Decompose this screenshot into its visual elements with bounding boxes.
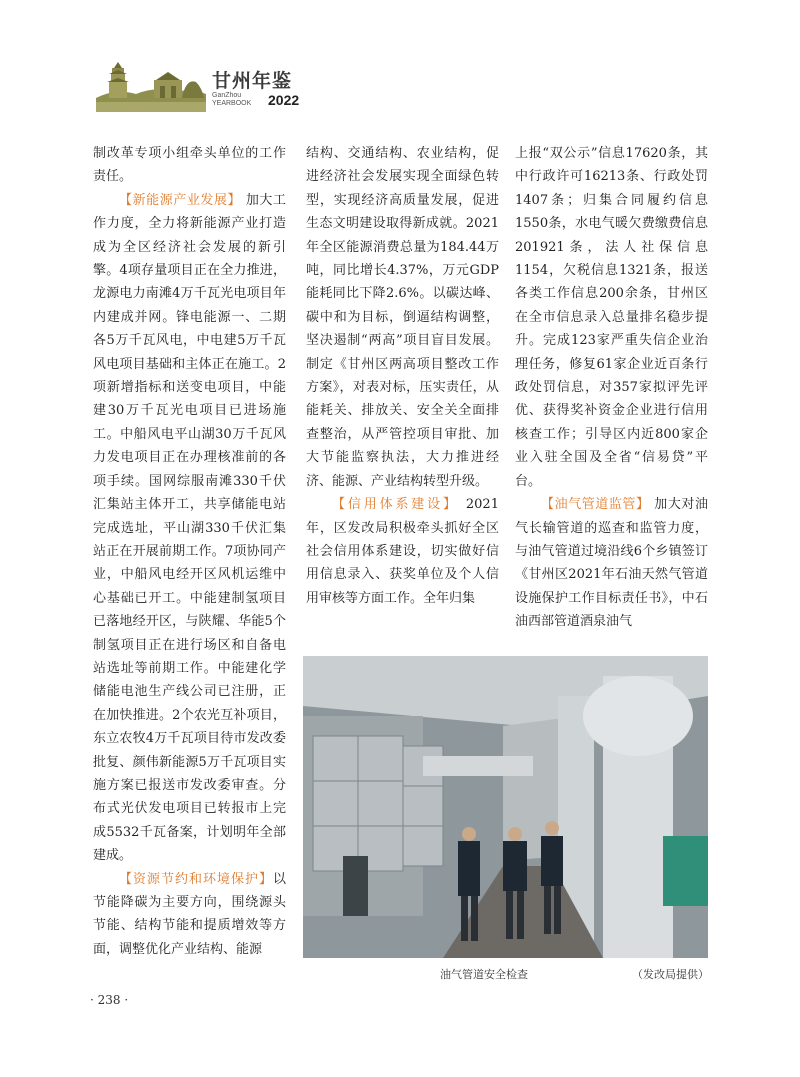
section-heading: 【信用体系建设】 — [332, 497, 459, 513]
text-column-3 — [515, 142, 708, 634]
text-column-2 — [306, 142, 499, 610]
section-heading: 【油气管道监管】 — [541, 497, 650, 513]
yearbook-title: 甘州年鉴 — [212, 70, 293, 92]
yearbook-year: 2022 — [268, 92, 300, 108]
page-header — [96, 58, 336, 114]
paragraph-text: 2021年，区发改局积极牵头抓好全区社会信用体系建设，切实做好信用信息录入、获奖单位及个人信用审核等方面工作。全年归集 — [306, 497, 499, 606]
section-new-energy — [93, 189, 286, 868]
photo-caption: 油气管道安全检查 — [440, 968, 528, 981]
paragraph: 制改革专项小组牵头单位的工作责任。 — [93, 146, 286, 185]
paragraph: 结构、交通结构、农业结构，促进经济社会发展实现全面绿色转型，实现经济高质量发展，促进生态文明建设取得新成就。2021年全区能源消费总量为184.44万吨，同比增长4.37%，万元GDP能耗同比下降2.6%。以碳达峰、碳中和为目标，倒逼结构调整，坚决遏制“两高”项目盲目发展。制定《甘州区两高项目整改工作方案》，对表对标，压实责任，从能耗关、排放关、安全关全面排查整治，从严管控项目审批、加大节能监察执法，大力推进经济、能源、产业结构转型升级。 — [306, 146, 499, 489]
text-column-1 — [93, 142, 286, 961]
photo-illustration — [303, 656, 708, 958]
section-pipeline-supervision — [515, 493, 708, 633]
paragraph-text: 加大工作力度，全力将新能源产业打造成为全区经济社会发展的新引擎。4项存量项目正在全力推进，龙源电力南滩4万千瓦光电项目年内建成并网。锋电能源一、二期各5万千瓦风电，中电建5万千瓦风电项目基础和主体正在施工。2项新增指标和送变电项目，中能建30万千瓦光电项目已进场施工。中船风电平山湖30万千瓦风力发电项目正在办理核准前的各项手续。国网综服南滩330千伏汇集站主体开工，共享储能电站完成选址，平山湖330千伏汇集站正在开展前期工作。7项协同产业，中船风电经开区风机运维中心基础已开工。中能建制氢项目已落地经开区，与陕耀、华能5个制氢项目正在进行场区和自备电站选址等前期工作。中能建化学储能电池生产线公司已注册，正在加快推进。2个农光互补项目，东立农牧4万千瓦项目待市发改委批复、颜伟新能源5万千瓦项目实施方案已报送市发改委审查。分布式光伏发电项目已转报市上完成5532千瓦备案，计划明年全部建成。 — [93, 192, 286, 864]
page-number: · 238 · — [90, 993, 129, 1007]
section-heading: 【新能源产业发展】 — [119, 192, 242, 208]
paragraph-text: 加大对油气长输管道的巡查和监管力度，与油气管道过境沿线6个乡镇签订《甘州区2021年石油天然气管道设施保护工作目标责任书》，中石油西部管道酒泉油气 — [515, 497, 708, 630]
pagoda-logo-icon — [96, 58, 206, 112]
paragraph-text: 以节能降碳为主要方向，围绕源头节能、结构节能和提质增效等方面，调整优化产业结构、能源 — [93, 871, 286, 957]
yearbook-subtitle: GanZhou YEARBOOK — [212, 92, 252, 107]
paragraph: 上报“双公示”信息17620条，其中行政许可16213条、行政处罚1407条；归集合同履约信息1550条，水电气暖欠费缴费信息201921条，法人社保信息1154，欠税信息1321条，报送各类工作信息200余条，甘州区在全市信息录入总量排名稳步提升。完成123家严重失信企业治理任务，修复61家企业近百条行政处罚信息，对357家拟评先评优、获得奖补资金企业进行信用核查工作；引导区内近800家企业入驻全国及全省“信易贷”平台。 — [515, 146, 708, 489]
section-resource-saving — [93, 868, 286, 962]
section-heading: 【资源节约和环境保护】 — [119, 871, 273, 887]
pipeline-inspection-photo — [303, 656, 708, 958]
photo-credit: （发改局提供） — [632, 968, 709, 981]
section-credit-system — [306, 493, 499, 610]
